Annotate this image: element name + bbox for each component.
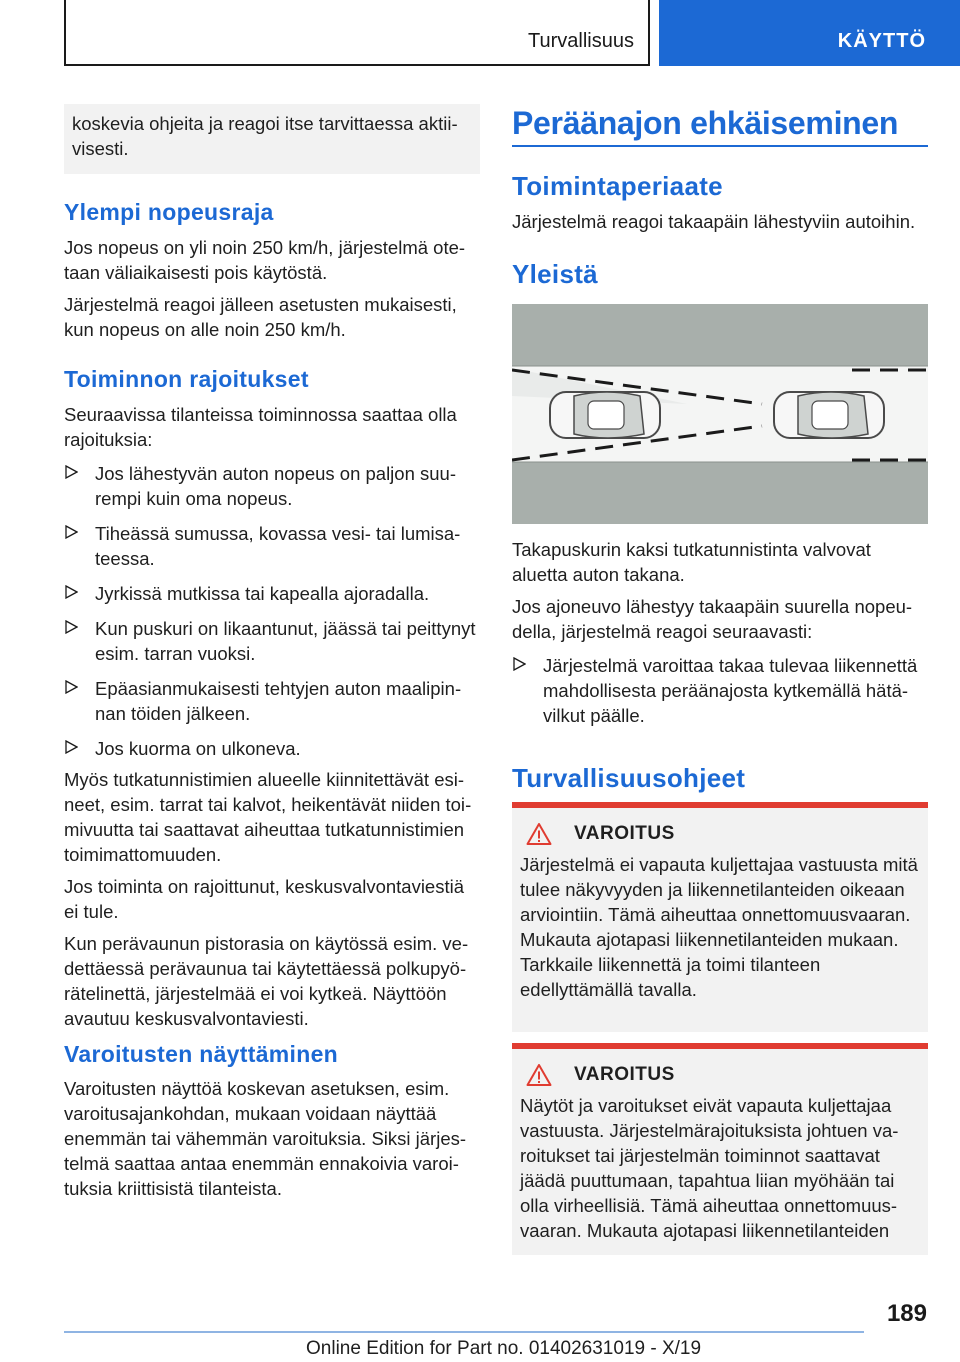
warning-label: VAROITUS — [574, 1064, 675, 1085]
warning-text: Näytöt ja varoitukset eivät vapauta kuljettajaa vastuusta. Järjestelmärajoituksista johtuen varoitukset tai järjestelmän toiminnot saattavat jäädä puuttumaan, tapahtua liian myöhään tai olla virheellisiä. Tämä aiheuttaa onnettomuusvaaran. Mukauta ajotapasi liikennetilanteiden — [520, 1095, 899, 1241]
following-car-icon — [550, 392, 660, 438]
paragraph-warning-display: Varoitusten näyttöä koskevan asetuksen, esim. varoitusajankohdan, mukaan voidaan näyttää enemmän tai vähemmän varoituksia. Siksi järjestelmä saattaa antaa enemmän ennakoivia varoituksia kriittisistä tilanteista. — [64, 1078, 467, 1199]
warning-triangle-icon — [526, 1063, 552, 1087]
warning-triangle-icon — [526, 822, 552, 846]
heading-limitations: Toiminnon rajoitukset — [64, 366, 309, 392]
limitations-list — [64, 461, 480, 761]
footer-edition: Online Edition for Part no. 01402631019 - X/19 — [306, 1338, 702, 1359]
list-item: Kun puskuri on likaantunut, jäässä tai peittynyt esim. tarran vuoksi. — [64, 616, 480, 666]
warning-text: Järjestelmä ei vapauta kuljettajaa vastuusta mitä tulee näkyvyyden ja liikennetilanteiden oikeaan arviointiin. Tämä aiheuttaa onnettomuusvaaran. Mukauta ajotapasi liikennetilanteiden mukaan. Tarkkaile liikennettä ja toimi tilanteen edellyttämällä tavalla. — [520, 854, 918, 1000]
triangle-bullet-icon — [64, 585, 78, 599]
rear-radar-illustration — [512, 304, 928, 524]
header-chapter-label: KÄYTTÖ — [837, 30, 926, 52]
warning-box-2 — [512, 1043, 928, 1255]
paragraph-trailer: Kun perävaunun pistorasia on käytössä esim. vedettäessä perävaunua tai käytettäessä polkupyörätelinettä, järjestelmää ei voi kytkeä. Näyttöön avautuu keskusvalvontaviesti. — [64, 933, 469, 1029]
triangle-bullet-icon — [512, 657, 526, 671]
own-car-icon — [774, 392, 884, 438]
triangle-bullet-icon — [64, 465, 78, 479]
page-title: Peräänajon ehkäiseminen — [512, 105, 899, 141]
paragraph-approach: Jos ajoneuvo lähestyy takaapäin suurella nopeudella, järjestelmä reagoi seuraavasti: — [512, 596, 913, 642]
paragraph-radar: Takapuskurin kaksi tutkatunnistinta valvovat aluetta auton takana. — [512, 539, 871, 585]
paragraph-speed-2: Järjestelmä reagoi jälleen asetusten mukaisesti, kun nopeus on alle noin 250 km/h. — [64, 294, 457, 340]
warning-header — [526, 1063, 920, 1087]
list-item: Jos lähestyvän auton nopeus on paljon suurempi kuin oma nopeus. — [64, 461, 480, 511]
radar-zone-graphic — [512, 304, 928, 524]
page-number: 189 — [886, 1300, 927, 1327]
list-item: Tiheässä sumussa, kovassa vesi- tai lumisateessa. — [64, 521, 480, 571]
paragraph-principle: Järjestelmä reagoi takaapäin lähestyviin autoihin. — [512, 211, 916, 232]
triangle-bullet-icon — [64, 680, 78, 694]
warning-header — [526, 822, 920, 846]
triangle-bullet-icon — [64, 620, 78, 634]
heading-safety: Turvallisuusohjeet — [512, 763, 746, 793]
warning-display-section — [64, 1076, 480, 1208]
paragraph-sensors: Myös tutkatunnistimien alueelle kiinnitettävät esineet, esim. tarrat tai kalvot, heikentävät niiden toimivuutta tai saattavat aiheuttaa tutkatunnistimien toimimattomuuden. — [64, 769, 472, 865]
header-section-frame — [64, 0, 650, 66]
header-section-title: Turvallisuus — [528, 30, 634, 52]
triangle-bullet-icon — [64, 525, 78, 539]
warning-box-1 — [512, 802, 928, 1032]
reaction-list — [512, 653, 928, 728]
heading-principle: Toimintaperiaate — [512, 171, 723, 201]
header-chapter-tab[interactable] — [659, 0, 960, 66]
warning-label: VAROITUS — [574, 823, 675, 844]
paragraph-limitations: Seuraavissa tilanteissa toiminnossa saattaa olla rajoituksia: — [64, 404, 457, 450]
footer-divider — [64, 1331, 864, 1333]
paragraph-speed-1: Jos nopeus on yli noin 250 km/h, järjestelmä otetaan väliaikaisesti pois käytöstä. — [64, 237, 466, 283]
heading-speed-limit: Ylempi nopeusraja — [64, 199, 274, 225]
limitations-section — [64, 402, 480, 1038]
speed-section — [64, 235, 480, 349]
list-item: Jyrkissä mutkissa tai kapealla ajoradalla. — [64, 581, 480, 606]
heading-general: Yleistä — [512, 259, 598, 289]
general-section — [512, 537, 928, 738]
heading-warning-display: Varoitusten näyttäminen — [64, 1041, 339, 1067]
title-divider — [512, 145, 928, 147]
continued-warning-text: koskevia ohjeita ja reagoi itse tarvittaessa aktiivisesti. — [72, 113, 458, 159]
paragraph-restricted: Jos toiminta on rajoittunut, keskusvalvontaviestiä ei tule. — [64, 876, 465, 922]
triangle-bullet-icon — [64, 740, 78, 754]
list-item: Järjestelmä varoittaa takaa tulevaa liikennettä mahdollisesta peräänajosta kytkemällä hätävilkut päälle. — [512, 653, 928, 728]
list-item: Jos kuorma on ulkoneva. — [64, 736, 480, 761]
continued-warning-box — [64, 104, 480, 174]
list-item: Epäasianmukaisesti tehtyjen auton maalipinnan töiden jälkeen. — [64, 676, 480, 726]
